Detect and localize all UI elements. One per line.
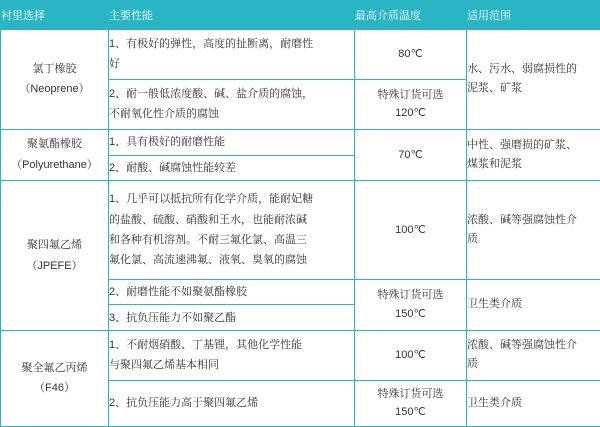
table-header-row: [1, 1, 600, 30]
temperature-value: 120℃: [395, 107, 426, 120]
temperature-cell: [355, 380, 467, 426]
range-line: 中性、强磨损的矿浆、: [467, 138, 577, 151]
range-cell: [467, 181, 600, 280]
table-row: [1, 181, 600, 280]
material-name-en: （Neoprene）: [19, 83, 90, 96]
performance-cell: [109, 330, 355, 380]
temperature-value: 100℃: [395, 349, 426, 362]
material-name-en: （Polyurethane）: [11, 159, 98, 172]
temperature-cell: [355, 79, 467, 129]
table-header: [1, 1, 600, 30]
range-line: 煤浆和泥浆: [467, 158, 522, 171]
range-line: 卫生类介质: [467, 396, 522, 409]
range-line: 浓酸、碱等强腐蚀性介: [467, 213, 577, 226]
performance-line: 2、耐一般低浓度酸、碱、盐介质的腐蚀，: [109, 88, 314, 101]
performance-line: 1、具有极好的耐磨性能: [109, 136, 226, 149]
range-line: 泥浆、矿浆: [467, 82, 522, 95]
temperature-note: 特殊订货可选: [377, 289, 444, 302]
range-line: 质: [467, 233, 478, 245]
temperature-value: 70℃: [398, 148, 423, 161]
material-name-en: （F46）: [34, 382, 75, 395]
temperature-note: 特殊订货可选: [377, 88, 444, 101]
temperature-cell: [355, 279, 467, 330]
performance-line: 和各种有机溶剂。不耐三氟化氯、高温三: [109, 234, 307, 246]
performance-line: 与聚四氟乙烯基本相同: [109, 359, 219, 372]
temperature-cell: [355, 30, 467, 80]
range-line: 质: [467, 358, 478, 371]
material-cell-jpefe: [1, 181, 109, 331]
temperature-cell: [355, 129, 467, 180]
performance-cell: [109, 380, 355, 426]
material-name: 聚四氟乙烯: [27, 238, 82, 251]
material-name: 氯丁橡胶: [32, 62, 77, 75]
material-name-en: （JPEFE）: [26, 259, 83, 272]
performance-line: 1、有极好的弹性，高度的扯断离，耐磨性: [109, 38, 314, 51]
range-line: 水、污水、弱腐损性的: [467, 63, 577, 76]
performance-line: 3、抗负压能力不如聚乙酯: [109, 311, 237, 324]
range-cell: [467, 330, 600, 380]
performance-line: 1、不耐烟硝酸、丁基锂，其他化学性能: [109, 339, 303, 352]
performance-cell: [109, 279, 355, 305]
performance-cell: [109, 30, 355, 80]
table-row: [1, 129, 600, 155]
performance-cell: [109, 305, 355, 331]
range-cell: [467, 30, 600, 130]
temperature-cell: [355, 181, 467, 280]
range-line: 浓酸、碱等强腐蚀性介: [467, 339, 577, 352]
range-cell: [467, 279, 600, 330]
range-line: 卫生类介质: [467, 298, 522, 311]
table-body: [1, 30, 600, 427]
temperature-value: 150℃: [395, 406, 426, 419]
material-cell-neoprene: [1, 30, 109, 130]
performance-line: 2、抗负压能力高于聚四氟乙烯: [109, 397, 259, 410]
performance-cell: [109, 79, 355, 129]
temperature-value: 100℃: [395, 223, 426, 236]
column-header-lining: 衬里选择: [1, 1, 109, 30]
performance-line: 不耐氧化性介质的腐蚀: [109, 108, 219, 121]
performance-cell: [109, 181, 355, 280]
material-name: 聚氨酯橡胶: [27, 138, 82, 151]
performance-line: 的盐酸、硫酸、硝酸和王水，也能耐浓碱: [109, 213, 307, 226]
performance-line: 2、耐磨性能不如聚氨酯橡胶: [109, 285, 248, 298]
performance-line: 好: [109, 58, 120, 71]
material-cell-f46: [1, 330, 109, 426]
performance-line: 1、几乎可以抵抗所有化学介质，能耐妃糖: [109, 193, 314, 206]
table-row: [1, 30, 600, 80]
performance-line: 氟化氯、高流速沸氟、液氧、臭氧的腐蚀: [109, 254, 307, 267]
performance-cell: [109, 155, 355, 181]
performance-line: 2、耐酸、碱腐蚀性能较差: [109, 161, 237, 174]
column-header-performance: 主要性能: [109, 1, 355, 30]
temperature-note: 特殊订货可选: [377, 387, 444, 400]
material-cell-polyurethane: [1, 129, 109, 180]
column-header-range: 适用范围: [467, 1, 600, 30]
temperature-value: 80℃: [398, 48, 423, 61]
range-cell: [467, 129, 600, 180]
table-row: [1, 330, 600, 380]
column-header-temperature: 最高介质温度: [355, 1, 467, 30]
performance-cell: [109, 129, 355, 155]
range-cell: [467, 380, 600, 426]
temperature-cell: [355, 330, 467, 380]
material-name: 聚全氟乙丙烯: [21, 361, 88, 374]
temperature-value: 150℃: [395, 307, 426, 320]
